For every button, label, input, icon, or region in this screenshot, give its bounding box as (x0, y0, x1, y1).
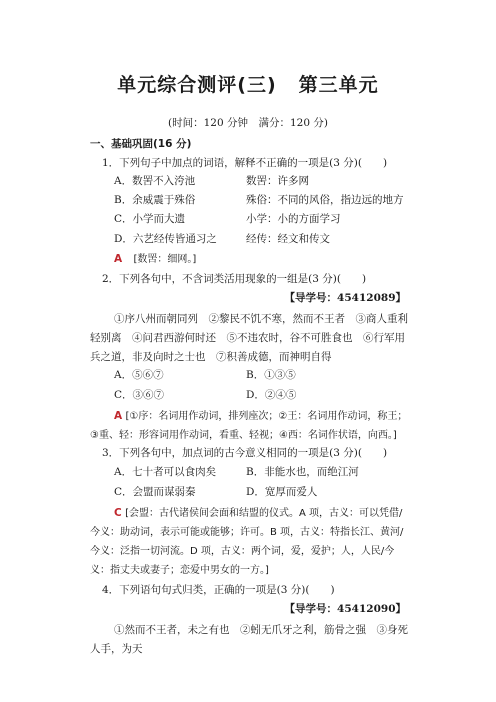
q1-answer-line (114, 252, 196, 268)
q1-option-b-note: 殊俗：不同的风俗，指边远的地方 (246, 194, 404, 206)
question-4-stem: 4．下列语句句式归类，正确的一项是(3 分)( ) (102, 584, 335, 596)
q2-option-a: A．⑤⑥⑦ (114, 369, 164, 381)
q2-answer: A (114, 410, 123, 422)
q1-option-b: B．余威震于殊俗 (114, 194, 196, 206)
page-title (0, 72, 496, 100)
q4-body: ①然而不王者，未之有也 ②蚓无爪牙之利，筋骨之强 ③身死人手，为天 (90, 624, 408, 655)
q3-option-b: B．非能水也，而绝江河 (246, 466, 359, 478)
q1-option-a-note: 数罟：许多网 (246, 175, 309, 187)
q2-body: ①序八州而朝同列 ②黎民不饥不寒，然而不王者 ③商人重利轻别离 ④问君西游何时还 ⑤不违农时，谷不可胜食也 ⑥行军用兵之道，非及向时之士也 ⑦积善成德，而神明自得 (90, 313, 408, 363)
q3-answer-block (90, 504, 408, 580)
q1-answer: A (114, 253, 123, 265)
q1-option-d: D．六艺经传皆通习之 (114, 233, 217, 245)
q1-option-d-note: 经传：经文和传文 (246, 233, 330, 245)
q2-option-b: B．①③⑤ (246, 369, 296, 381)
q1-explanation: [数罟：细网。] (133, 254, 197, 265)
q1-option-a: A．数罟不入洿池 (114, 175, 196, 187)
question-3-stem: 3．下列各句中，加点词的古今意义相同的一项是(3 分)( ) (102, 447, 388, 459)
q2-answer-block (90, 407, 408, 445)
q4-guide-number: 【导学号：45412090】 (284, 603, 406, 615)
q3-answer: C (114, 507, 122, 519)
q2-guide-number: 【导学号：45412089】 (284, 292, 406, 304)
q2-option-d: D．②④⑤ (246, 389, 297, 401)
q3-option-a: A．七十者可以食肉矣 (114, 466, 217, 478)
question-2-stem: 2．下列各句中，不含词类活用现象的一组是(3 分)( ) (102, 273, 367, 285)
q1-option-c: C．小学而大遗 (114, 213, 186, 225)
q2-explanation: [①序：名词用作动词，排列座次；②王：名词用作动词，称王；③重、轻：形容词用作动词，看重、轻视；④西：名词作状语，向西。] (90, 411, 408, 441)
q3-explanation: [会盟：古代诸侯间会面和结盟的仪式。A 项，古义：可以凭借/今义：助动词，表示可能或能够；许可。B 项，古义：特指长江、黄河/今义：泛指一切河流。D 项，古义：两个词，爱，爱护；人，人民/今义：指丈夫或妻子；恋爱中男女的一方。] (90, 508, 404, 576)
title-unit: 第三单元 (298, 74, 379, 96)
q1-option-c-note: 小学：小的方面学习 (246, 213, 341, 225)
exam-timing: (时间：120 分钟 满分：120 分) (168, 117, 328, 129)
q2-option-c: C．③⑥⑦ (114, 389, 165, 401)
question-1-stem: 1．下列句子中加点的词语，解释不正确的一项是(3 分)( ) (102, 157, 388, 169)
q3-option-c: C．会盟而谋弱秦 (114, 486, 196, 498)
title-main: 单元综合测评(三) (117, 74, 277, 96)
section-heading: 一、基础巩固(16 分) (90, 138, 192, 150)
q3-option-d: D．宽厚而爱人 (246, 486, 318, 498)
